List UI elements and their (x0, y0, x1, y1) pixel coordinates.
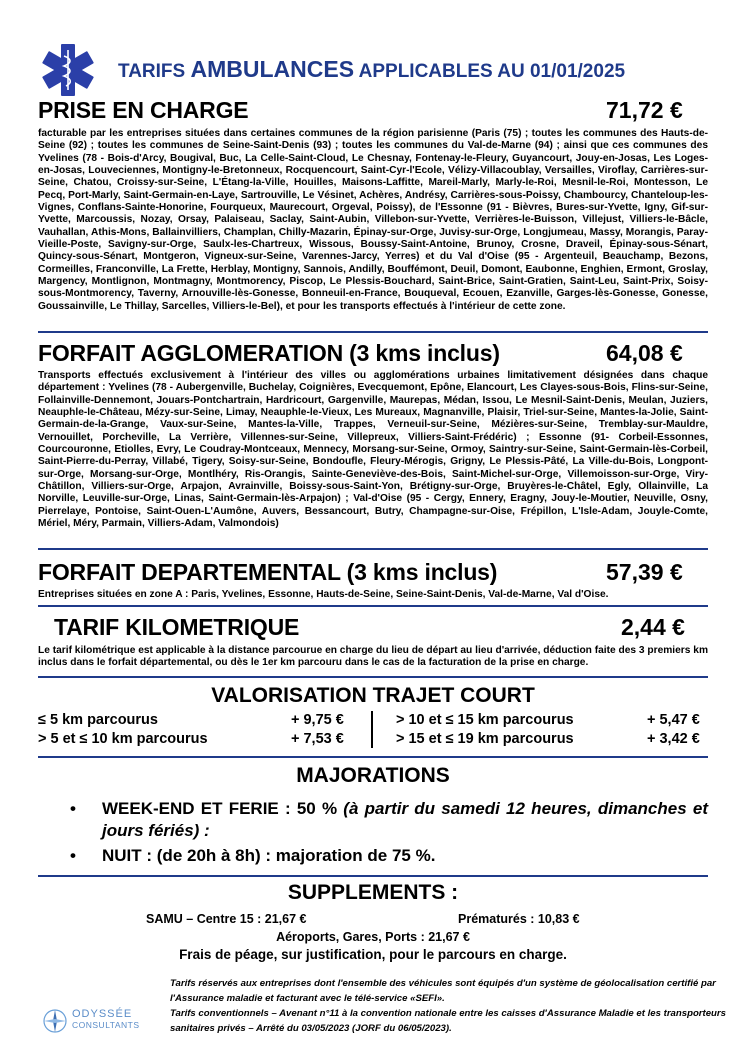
compass-icon (42, 1008, 68, 1034)
prise-en-charge-price: 71,72 € (606, 97, 683, 123)
odyssee-logo (40, 1002, 150, 1042)
footer-note-2: Tarifs conventionnels – Avenant n°11 à la convention nationale entre les caisses d'Assurance Maladie et les transporteurs sanitaires privés – Arrêté du 03/05/2023 (JORF du 06/05/2023). (170, 1008, 726, 1034)
kilometrique-price: 2,44 € (621, 614, 685, 640)
prise-en-charge-heading: PRISE EN CHARGE (38, 97, 249, 123)
divider (38, 548, 708, 550)
majoration-weekend-note: (à partir du samedi 12 heures, dimanches et jours fériés) : (102, 799, 708, 840)
departemental-price: 57,39 € (606, 559, 683, 585)
majorations-heading: MAJORATIONS (296, 764, 450, 787)
title-suffix: APPLICABLES AU 01/01/2025 (358, 61, 626, 82)
logo-line-1: ODYSSÉE (72, 1008, 133, 1020)
agglomeration-heading: FORFAIT AGGLOMERATION (3 kms inclus) (38, 340, 500, 366)
star-of-life-icon (40, 42, 96, 98)
trajet-court-value: + 5,47 € (647, 712, 700, 728)
trajet-court-heading: VALORISATION TRAJET COURT (211, 684, 535, 707)
departemental-heading: FORFAIT DEPARTEMENTAL (3 kms inclus) (38, 559, 498, 585)
majoration-nuit: NUIT : (de 20h à 8h) : majoration de 75 %. (102, 846, 436, 865)
logo-line-2: CONSULTANTS (72, 1020, 140, 1030)
footer-note-1: Tarifs réservés aux entreprises dont l'ensemble des véhicules sont équipés d'un système de géolocalisation certifié par l'Assurance maladie et facturant avec le télé-service «SEFI». (170, 978, 716, 1004)
trajet-court-value: + 3,42 € (647, 731, 700, 747)
trajet-court-label: ≤ 5 km parcourus (38, 712, 158, 728)
trajet-court-value: + 7,53 € (291, 731, 344, 747)
trajet-court-value: + 9,75 € (291, 712, 344, 728)
supplement-frais: Frais de péage, sur justification, pour le parcours en charge. (179, 947, 567, 962)
majoration-weekend-bold: WEEK-END ET FERIE : 50 % (102, 799, 338, 818)
kilometrique-heading: TARIF KILOMETRIQUE (54, 614, 300, 640)
agglomeration-price: 64,08 € (606, 340, 683, 366)
supplement-samu: SAMU – Centre 15 : 21,67 € (146, 912, 307, 926)
divider (38, 331, 708, 333)
page-title (118, 56, 625, 83)
prise-en-charge-text: facturable par les entreprises situées dans certaines communes de la région parisienne (Paris (75) ; toutes les communes des Hauts-de-Seine (92) ; toutes les communes de Seine-Saint-Denis (93) ; toutes les communes du Val-de-Marne (94) ; ainsi que ces communes des Yvelines (78 - Bois-d'Arcy, Bougival, Buc, La Celle-Saint-Cloud, Le Chesnay, Fontenay-le-Fleury, Guyancourt, Jouy-en-Josas, Les Loges-en-Josas, Louveciennes, Montigny-le-Bretonneux, Rocquencourt, Saint-Cyr-l'Ecole, Vélizy-Villacoublay, Versailles, Viroflay, Carrières-sur-Seine, Chatou, Croissy-sur-Seine, L'Étang-la-Ville, Houilles, Maisons-Laffitte, Mareil-Marly, Marly-le-Roi, Mesnil-le-Roi, Montesson, Le Pecq, Port-Marly, Saint-Germain-en-Laye, Sartrouville, Le Vésinet, Achères, Andrésy, Carrières-sous-Poissy, Chambourcy, Chanteloup-les-Vignes, Conflans-Sainte-Honorine, Fourqueux, Maurecourt, Orgeval, Poissy), de l'Essonne (91 - Bièvres, Bures-sur-Yvette, Igny, Gif-sur-Yvette, Marcoussis, Nozay, Orsay, Palaiseau, Saclay, Saint-Aubin, Villebon-sur-Yvette, Verrières-le-Buisson, Villejust, Villiers-le-Bâcle, Vauhallan, Athis-Mons, Ballainvilliers, Champlan, Chilly-Mazarin, Épinay-sur-Orge, Juvisy-sur-Orge, Longjumeau, Massy, Morangis, Paray-Vieille-Poste, Savigny-sur-Orge, Saulx-les-Chartreux, Wissous, Boussy-Saint-Antoine, Brunoy, Crosne, Draveil, Épinay-sous-Sénart, Quincy-sous-Sénart, Montgeron, Vigneux-sur-Seine, Varennes-Jarcy, Yerres) et du Val d'Oise (95 - Argenteuil, Beauchamp, Bezons, Cormeilles, Franconville, La Frette, Herblay, Montigny, Sannois, Andilly, Bouffémont, Deuil, Domont, Eaubonne, Enghien, Ermont, Groslay, Margency, Montlignon, Montmagny, Montmorency, Piscop, Le Plessis-Bouchard, Saint-Brice, Saint-Gratien, Saint-Leu, Saint-Prix, Soisy-sous-Montmorency, Taverny, Arnouville-lès-Gonesse, Bonneuil-en-France, Bouqueval, Ecouen, Ezanville, Garges-lès-Gonesse, Gonesse, Goussainville, Le Thillay, Sarcelles, Villiers-le-Bel), et pour les transports effectués à l'intérieur de cette zone. (38, 128, 708, 312)
column-divider (371, 711, 373, 748)
majoration-weekend (102, 798, 708, 842)
agglomeration-text: Transports effectués exclusivement à l'intérieur des villes ou agglomérations urbaines limitativement désignées dans chaque département : Yvelines (78 - Aubergenville, Buchelay, Coignières, Evecquemont, Epône, Elancourt, Les Clayes-sous-Bois, Flins-sur-Seine, Follainville-Dennemont, Jouars-Pontchartrain, Hardricourt, Gargenville, Maurepas, Médan, Issou, Le Mesnil-Saint-Denis, Meulan, Juziers, Neauphle-le-Château, Mézy-sur-Seine, Limay, Neauphle-le-Vieux, Les Mureaux, Magnanville, Plaisir, Triel-sur-Seine, Mantes-la-Jolie, Saint-Germain-de-la-Grange, Vaux-sur-Seine, Mantes-la-Ville, Trappes, Verneuil-sur-Seine, Mézières-sur-Seine, Tremblay-sur-Mauldre, Vernouillet, Porcheville, La Verrière, Villennes-sur-Seine, Villepreux, Villiers-Saint-Frédéric) ; Essonne (91- Corbeil-Essonnes, Courcouronne, Etiolles, Evry, Le Coudray-Montceaux, Mennecy, Morsang-sur-Seine, Ormoy, Saintry-sur-Seine, Saint-Germain-lès-Corbeil, Saint-Pierre-du-Perray, Villabé, Tigery, Soisy-sur-Seine, Bondoufle, Fleury-Mérogis, Grigny, Le Plessis-Pâté, La Ville-du-Bois, Longpont-sur-Orge, Morsang-sur-Orge, Montlhéry, Ris-Orangis, Sainte-Geneviève-des-Bois, Saint-Michel-sur-Orge, Villemoisson-sur-Orge, Viry-Châtillon, Villiers-sur-Orge, Arpajon, Avrainville, Boissy-sous-Saint-Yon, Brétigny-sur-Orge, Bruyères-le-Châtel, Egly, Ollainville, La Norville, Leuville-sur-Orge, Linas, Saint-Germain-lès-Arpajon) ; Val-d'Oise (95 - Cergy, Ennery, Eragny, Jouy-le-Moutier, Neuville, Osny, Pierrelaye, Pontoise, Saint-Ouen-L'Aumône, Auvers, Bessancourt, Butry, Champagne-sur-Oise, Frépillon, L'Isle-Adam, Jouyle-Comte, Mériel, Méry, Parmain, Villiers-Adam, Valmondois) (38, 370, 708, 530)
divider (38, 756, 708, 758)
departemental-text: Entreprises situées en zone A : Paris, Yvelines, Essonne, Hauts-de-Seine, Seine-Saint-Denis, Val-de-Marne, Val d'Oise. (38, 589, 609, 600)
kilometrique-text: Le tarif kilométrique est applicable à la distance parcourue en charge du lieu de départ au lieu d'arrivée, déduction faite des 3 premiers km inclus dans le forfait départemental, ou dès le 1er km parcouru dans le cas de la facturation de la prise en charge. (38, 645, 708, 669)
supplements-heading: SUPPLEMENTS : (287, 881, 459, 904)
supplement-aeroports: Aéroports, Gares, Ports : 21,67 € (276, 930, 470, 944)
supplement-prematures: Prématurés : 10,83 € (458, 912, 580, 926)
trajet-court-label: > 5 et ≤ 10 km parcourus (38, 731, 208, 747)
divider (38, 605, 708, 607)
title-prefix: TARIFS (118, 61, 186, 82)
divider (38, 875, 708, 877)
bullet-icon: • (70, 799, 76, 818)
title-main: AMBULANCES (190, 56, 355, 82)
bullet-icon: • (70, 846, 76, 865)
divider (38, 676, 708, 678)
trajet-court-label: > 10 et ≤ 15 km parcourus (396, 712, 574, 728)
trajet-court-label: > 15 et ≤ 19 km parcourus (396, 731, 574, 747)
